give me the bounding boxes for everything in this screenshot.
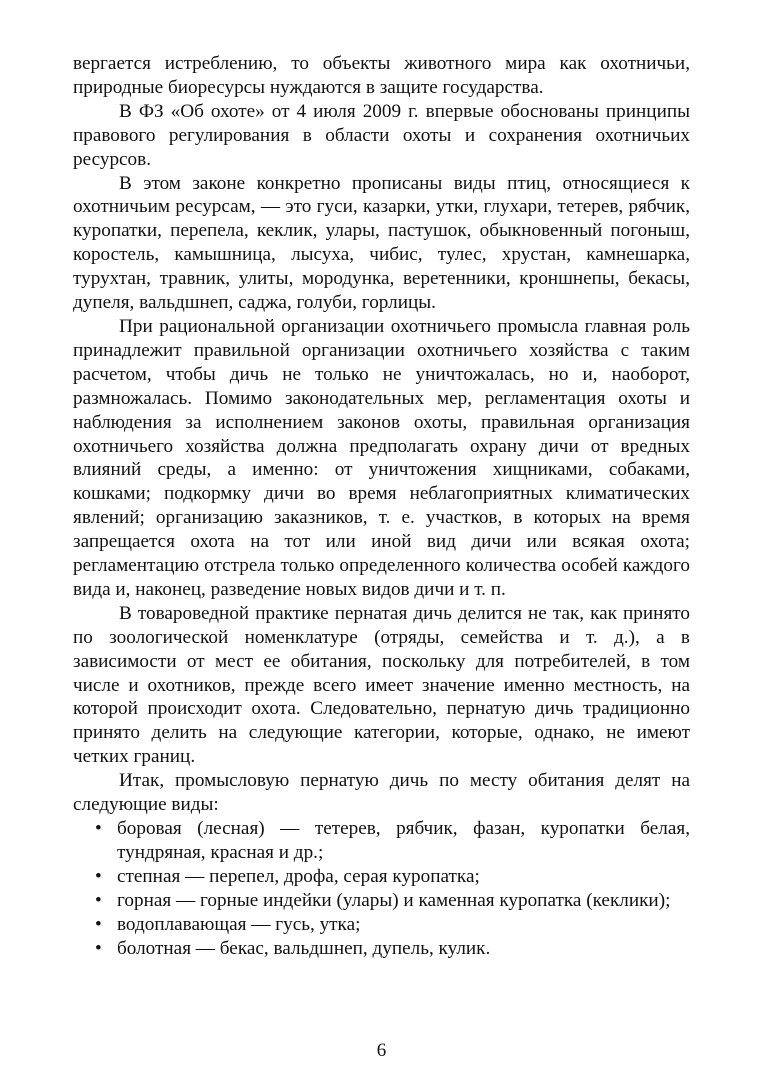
bullet-icon: • (95, 865, 102, 887)
page-number: 6 (376, 1040, 387, 1061)
list-item (73, 937, 690, 961)
list-item-text: боровая (лесная) — тетерев, рябчик, фазан, куропатки белая, тундряная, красная и др.; (117, 818, 690, 863)
list-item (73, 913, 690, 937)
bullet-icon: • (95, 937, 102, 959)
list-item-text: болотная — бекас, вальдшнеп, дупель, кулик. (117, 937, 491, 959)
paragraph-law: В ФЗ «Об охоте» от 4 июля 2009 г. впервые обоснованы принципы правового регулирования в области охоты и сохранения охотничьих ресурсов. (73, 100, 690, 170)
list-item-text: степная — перепел, дрофа, серая куропатка; (117, 865, 480, 887)
page-body (73, 52, 690, 960)
paragraph-list-intro: Итак, промысловую пернатую дичь по месту обитания делят на следующие виды: (73, 770, 690, 816)
bullet-icon: • (95, 913, 102, 935)
paragraph-hunting-organization: При рациональной организации охотничьего промысла главная роль принадлежит правильной организации охотничьего хозяйства с таким расчетом, чтобы дичь не только не уничтожалась, но и, наоборот, размножалась. Помимо законодательных мер, регламентация охоты и наблюдения за исполнением законов охоты, правильная организация охотничьего хозяйства должна предполагать охрану дичи от вредных влияний среды, а именно: от уничтожения хищниками, собаками, кошками; подкормку дичи во время неблагоприятных климатических явлений; организацию заказников, т. е. участков, в которых на время запрещается охота на тот или иной вид дичи или всякая охота; регламентацию отстрела только определенного количества особей каждого вида и, наконец, разведение новых видов дичи и т. п. (73, 315, 690, 600)
list-item (73, 889, 690, 913)
list-item-text: горная — горные индейки (улары) и каменная куропатка (кеклики); (117, 889, 671, 911)
paragraph-classification: В товароведной практике пернатая дичь делится не так, как принято по зоологической номенклатуре (отряды, семейства и т. д.), а в зависимости от мест ее обитания, поскольку для потребителей, в том числе и охотников, прежде всего имеет значение именно местность, на которой происходит охота. Следовательно, пернатую дичь традиционно принято делить на следующие категории, которые, однако, не имеют четких границ. (73, 602, 690, 768)
game-types-list (73, 817, 690, 960)
bullet-icon: • (95, 818, 102, 839)
bullet-icon: • (95, 889, 102, 911)
list-item-text: водоплавающая — гусь, утка; (117, 913, 361, 935)
paragraph-bird-species: В этом законе конкретно прописаны виды птиц, относящиеся к охотничьим ресурсам, — это гуси, казарки, утки, глухари, тетерев, рябчик, куропатки, перепела, кеклик, улары, пастушок, обыкновенный погоныш, коростель, камышница, лысуха, чибис, тулес, хрустан, камнешарка, турухтан, травник, улиты, мородунка, веретенники, кроншнепы, бекасы, дупеля, вальдшнеп, саджа, голуби, горлицы. (73, 172, 690, 314)
list-item (73, 865, 690, 889)
list-item (73, 817, 690, 865)
paragraph-continuation: вергается истреблению, то объекты животного мира как охотничьи, природные биоресурсы нуждаются в защите государства. (73, 53, 690, 98)
